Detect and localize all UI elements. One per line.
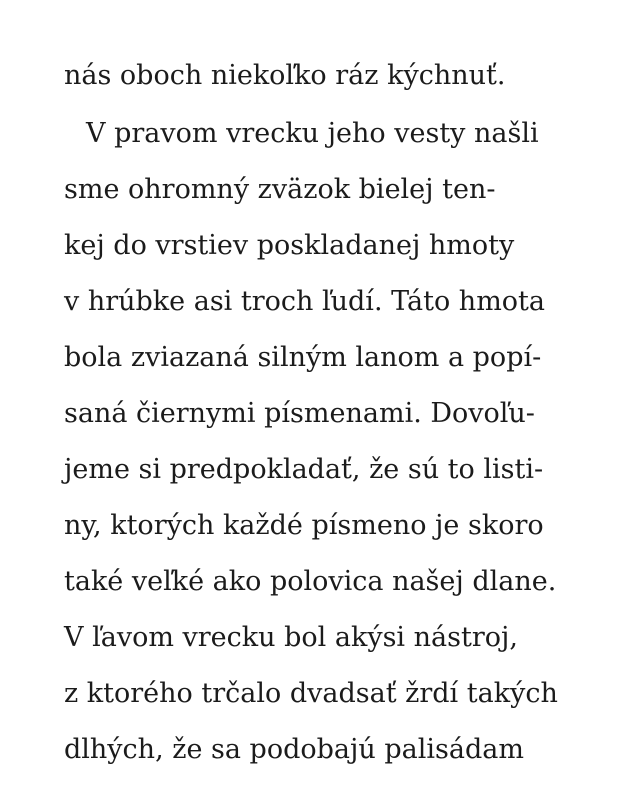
text-line: jeme si predpokladať, že sú to listi- [64, 454, 544, 485]
text-line: ny, ktorých každé písmeno je skoro [64, 510, 544, 541]
text-line: saná čiernymi písmenami. Dovoľu- [64, 398, 535, 429]
text-line: nás oboch niekoľko ráz kýchnuť. [64, 60, 506, 91]
text-line: V ľavom vrecku bol akýsi nástroj, [64, 622, 518, 653]
text-line: sme ohromný zväzok bielej ten- [64, 174, 496, 205]
text-line: bola zviazaná silným lanom a popí- [64, 342, 542, 373]
text-line: z ktorého trčalo dvadsať žrdí takých [64, 678, 558, 709]
text-line: dlhých, že sa podobajú palisádam [64, 734, 524, 765]
text-line: v hrúbke asi troch ľudí. Táto hmota [64, 286, 546, 317]
text-line: V pravom vrecku jeho vesty našli [86, 118, 539, 149]
text-line: kej do vrstiev poskladanej hmoty [64, 230, 515, 261]
text-line: také veľké ako polovica našej dlane. [64, 566, 557, 597]
